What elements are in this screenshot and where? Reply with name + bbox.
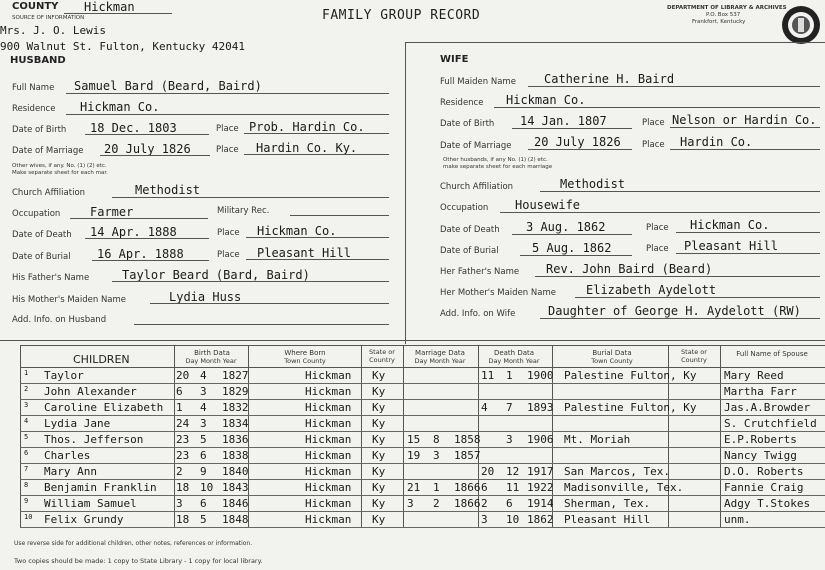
wife-occupation: Housewife xyxy=(515,198,581,212)
wife-mother-label: Her Mother's Maiden Name xyxy=(440,288,556,298)
cell-name: Benjamin Franklin xyxy=(44,481,157,494)
husband-residence-label: Residence xyxy=(12,104,56,114)
cell-dmonth: 6 xyxy=(506,497,513,510)
birth-data-header: Birth Data xyxy=(194,349,230,357)
husband-church: Methodist xyxy=(135,183,201,197)
cell-dday: 6 xyxy=(481,481,488,494)
cell-dmonth: 10 xyxy=(506,513,520,526)
wife-dob: 14 Jan. 1807 xyxy=(520,114,607,128)
cell-state: Ky xyxy=(372,385,386,398)
husband-dom: 20 July 1826 xyxy=(104,142,191,156)
cell-byear: 1838 xyxy=(222,449,249,462)
husband-burial-place-label: Place xyxy=(217,250,240,260)
cell-state: Ky xyxy=(372,513,386,526)
cell-num: 4 xyxy=(24,417,29,425)
cell-byear: 1843 xyxy=(222,481,249,494)
wife-dom: 20 July 1826 xyxy=(534,135,621,149)
husband-father-label: His Father's Name xyxy=(12,273,90,283)
cell-bmonth: 6 xyxy=(200,497,207,510)
wife-dom-label: Date of Marriage xyxy=(440,141,512,151)
cell-county: Hickman xyxy=(305,513,352,526)
cell-name: Taylor xyxy=(44,369,84,382)
cell-dday: 11 xyxy=(481,369,495,382)
husband-occupation: Farmer xyxy=(90,205,134,219)
cell-mmonth: 3 xyxy=(433,449,440,462)
cell-county: Hickman xyxy=(305,465,352,478)
cell-dmonth: 1 xyxy=(506,369,513,382)
wife-death-place: Hickman Co. xyxy=(690,218,770,232)
wife-burial-label: Date of Burial xyxy=(440,246,499,256)
husband-full-name: Samuel Bard (Beard, Baird) xyxy=(74,79,262,93)
wife-other-note-2: make separate sheet for each marriage xyxy=(443,164,553,170)
cell-num: 6 xyxy=(24,449,29,457)
husband-marriage-place: Hardin Co. Ky. xyxy=(256,141,358,155)
cell-county: Hickman xyxy=(305,385,352,398)
cell-byear: 1836 xyxy=(222,433,249,446)
cell-state: Ky xyxy=(372,449,386,462)
cell-name: John Alexander xyxy=(44,385,137,398)
cell-mday: 15 xyxy=(407,433,421,446)
cell-name: Lydia Jane xyxy=(44,417,111,430)
row-divider xyxy=(20,383,825,384)
wife-birth-place: Nelson or Hardin Co. xyxy=(672,113,817,127)
cell-dyear: 1893 xyxy=(527,401,554,414)
cell-dmonth: 3 xyxy=(506,433,513,446)
wife-residence-label: Residence xyxy=(440,98,484,108)
husband-full-name-label: Full Name xyxy=(12,83,55,93)
cell-byear: 1840 xyxy=(222,465,249,478)
husband-dod: 14 Apr. 1888 xyxy=(90,225,177,239)
cell-dday: 2 xyxy=(481,497,488,510)
source-line-1: Mrs. J. O. Lewis xyxy=(0,24,106,37)
cell-county: Hickman xyxy=(305,481,352,494)
cell-county: Hickman xyxy=(305,497,352,510)
cell-spouse: Martha Farr xyxy=(724,385,797,398)
marriage-data-subheader: Day Month Year xyxy=(414,357,466,365)
husband-burial-place: Pleasant Hill xyxy=(257,246,351,260)
husband-death-place-label: Place xyxy=(217,228,240,238)
husband-addinfo-label: Add. Info. on Husband xyxy=(12,315,107,325)
footer-copies: Two copies should be made: 1 copy to State Library - 1 copy for local library. xyxy=(14,557,263,565)
cell-bday: 23 xyxy=(176,449,190,462)
cell-byear: 1846 xyxy=(222,497,249,510)
wife-father: Rev. John Baird (Beard) xyxy=(546,262,713,276)
wife-church-label: Church Affiliation xyxy=(440,182,514,192)
cell-bmonth: 4 xyxy=(200,401,207,414)
cell-name: Caroline Elizabeth xyxy=(44,401,164,414)
cell-num: 5 xyxy=(24,433,29,441)
cell-burial: Palestine Fulton, Ky xyxy=(564,369,697,382)
husband-mother-label: His Mother's Maiden Name xyxy=(12,295,127,305)
cell-state: Ky xyxy=(372,417,386,430)
cell-myear: 1866 xyxy=(454,497,481,510)
cell-num: 2 xyxy=(24,385,29,393)
wife-father-label: Her Father's Name xyxy=(440,267,520,277)
county-value: Hickman xyxy=(84,0,135,14)
cell-state: Ky xyxy=(372,481,386,494)
cell-bmonth: 5 xyxy=(200,433,207,446)
cell-mday: 19 xyxy=(407,449,421,462)
cell-county: Hickman xyxy=(305,449,352,462)
cell-dday: 3 xyxy=(481,513,488,526)
cell-myear: 1866 xyxy=(454,481,481,494)
wife-occupation-label: Occupation xyxy=(440,203,489,213)
cell-bday: 18 xyxy=(176,481,190,494)
cell-byear: 1829 xyxy=(222,385,249,398)
cell-byear: 1834 xyxy=(222,417,249,430)
cell-spouse: Nancy Twigg xyxy=(724,449,797,462)
cell-mday: 3 xyxy=(407,497,414,510)
wife-birth-place-label: Place xyxy=(642,118,665,128)
wife-full-name-label: Full Maiden Name xyxy=(440,77,516,87)
husband-dob: 18 Dec. 1803 xyxy=(90,121,177,135)
row-divider xyxy=(20,447,825,448)
wife-death-place-label: Place xyxy=(646,223,669,233)
burial-data-subheader: Town County xyxy=(591,357,633,365)
cell-dmonth: 11 xyxy=(506,481,520,494)
husband-dom-label: Date of Marriage xyxy=(12,146,84,156)
cell-byear: 1848 xyxy=(222,513,249,526)
cell-num: 1 xyxy=(24,369,29,377)
cell-spouse: Adgy T.Stokes xyxy=(724,497,811,510)
cell-burial: Madisonville, Tex. xyxy=(564,481,684,494)
source-label: SOURCE OF INFORMATION xyxy=(12,15,85,21)
husband-mother: Lydia Huss xyxy=(169,290,242,304)
cell-mmonth: 2 xyxy=(433,497,440,510)
wife-addinfo-label: Add. Info. on Wife xyxy=(440,309,516,319)
cell-bmonth: 9 xyxy=(200,465,207,478)
husband-other-note-2: Make separate sheet for each mar. xyxy=(12,170,108,176)
husband-death-place: Hickman Co. xyxy=(257,224,337,238)
husband-dod-label: Date of Death xyxy=(12,230,72,240)
cell-dmonth: 7 xyxy=(506,401,513,414)
cell-spouse: unm. xyxy=(724,513,751,526)
wife-burial: 5 Aug. 1862 xyxy=(532,241,612,255)
cell-bday: 24 xyxy=(176,417,190,430)
husband-military-label: Military Rec. xyxy=(217,206,270,216)
wife-mother: Elizabeth Aydelott xyxy=(586,283,717,297)
husband-dob-label: Date of Birth xyxy=(12,125,67,135)
where-born-subheader: Town County xyxy=(284,357,326,365)
husband-burial: 16 Apr. 1888 xyxy=(97,247,184,261)
birth-data-subheader: Day Month Year xyxy=(185,357,237,365)
cell-bday: 1 xyxy=(176,401,183,414)
cell-num: 3 xyxy=(24,401,29,409)
cell-bday: 2 xyxy=(176,465,183,478)
row-divider xyxy=(20,495,825,496)
cell-dday: 20 xyxy=(481,465,495,478)
husband-marriage-place-label: Place xyxy=(216,145,239,155)
row-divider xyxy=(20,511,825,512)
burial-state-header: State or Country xyxy=(681,348,707,364)
cell-bday: 18 xyxy=(176,513,190,526)
cell-bmonth: 3 xyxy=(200,385,207,398)
cell-burial: San Marcos, Tex. xyxy=(564,465,670,478)
cell-county: Hickman xyxy=(305,433,352,446)
husband-burial-label: Date of Burial xyxy=(12,252,71,262)
cell-mmonth: 8 xyxy=(433,433,440,446)
row-divider xyxy=(20,399,825,400)
wife-marriage-place: Hardin Co. xyxy=(680,135,753,149)
row-divider xyxy=(20,527,825,528)
page-title: FAMILY GROUP RECORD xyxy=(322,8,481,23)
cell-num: 10 xyxy=(24,513,33,521)
dept-line-3: Frankfort, Kentucky xyxy=(692,19,746,25)
cell-state: Ky xyxy=(372,465,386,478)
wife-marriage-place-label: Place xyxy=(642,140,665,150)
burial-data-header: Burial Data xyxy=(592,349,632,357)
cell-bmonth: 5 xyxy=(200,513,207,526)
cell-burial: Pleasant Hill xyxy=(564,513,651,526)
children-header: CHILDREN xyxy=(73,353,130,366)
cell-bmonth: 10 xyxy=(200,481,214,494)
cell-state: Ky xyxy=(372,433,386,446)
wife-dob-label: Date of Birth xyxy=(440,119,495,129)
cell-name: Thos. Jefferson xyxy=(44,433,144,446)
footer-note: Use reverse side for additional children, other notes, references or information. xyxy=(14,540,253,547)
cell-mmonth: 1 xyxy=(433,481,440,494)
cell-mday: 21 xyxy=(407,481,421,494)
cell-bday: 23 xyxy=(176,433,190,446)
cell-myear: 1857 xyxy=(454,449,481,462)
cell-dyear: 1922 xyxy=(527,481,554,494)
cell-bmonth: 6 xyxy=(200,449,207,462)
cell-burial: Sherman, Tex. xyxy=(564,497,651,510)
wife-church: Methodist xyxy=(560,177,626,191)
row-divider xyxy=(20,415,825,416)
where-born-header: Where Born xyxy=(284,349,326,357)
husband-church-label: Church Affiliation xyxy=(12,188,86,198)
death-data-subheader: Day Month Year xyxy=(488,357,540,365)
cell-county: Hickman xyxy=(305,401,352,414)
cell-num: 8 xyxy=(24,481,29,489)
marriage-data-header: Marriage Data xyxy=(415,349,465,357)
cell-dday: 4 xyxy=(481,401,488,414)
cell-spouse: Fannie Craig xyxy=(724,481,804,494)
cell-name: Felix Grundy xyxy=(44,513,124,526)
county-label: COUNTY xyxy=(12,1,59,12)
cell-bmonth: 4 xyxy=(200,369,207,382)
cell-county: Hickman xyxy=(305,369,352,382)
cell-name: Mary Ann xyxy=(44,465,97,478)
husband-other-note-1: Other wives, if any. No. (1) (2) etc. xyxy=(12,163,107,169)
cell-bday: 20 xyxy=(176,369,190,382)
husband-birth-place-label: Place xyxy=(216,124,239,134)
cell-bday: 6 xyxy=(176,385,183,398)
row-divider xyxy=(20,463,825,464)
cell-county: Hickman xyxy=(305,417,352,430)
row-divider xyxy=(20,479,825,480)
cell-myear: 1858 xyxy=(454,433,481,446)
spouse-header: Full Name of Spouse xyxy=(736,350,808,358)
husband-occupation-label: Occupation xyxy=(12,209,61,219)
cell-spouse: Jas.A.Browder xyxy=(724,401,811,414)
cell-dyear: 1917 xyxy=(527,465,554,478)
dept-line-2: P.O. Box 537 xyxy=(706,12,741,18)
cell-burial: Mt. Moriah xyxy=(564,433,631,446)
wife-dod-label: Date of Death xyxy=(440,225,500,235)
cell-num: 7 xyxy=(24,465,29,473)
cell-burial: Palestine Fulton, Ky xyxy=(564,401,697,414)
wife-section-label: WIFE xyxy=(440,54,469,65)
cell-bday: 3 xyxy=(176,497,183,510)
cell-spouse: Mary Reed xyxy=(724,369,784,382)
cell-dmonth: 12 xyxy=(506,465,520,478)
husband-residence: Hickman Co. xyxy=(80,100,160,114)
wife-burial-place-label: Place xyxy=(646,244,669,254)
cell-state: Ky xyxy=(372,369,386,382)
cell-dyear: 1914 xyxy=(527,497,554,510)
death-data-header: Death Data xyxy=(493,349,535,357)
source-line-2: 900 Walnut St. Fulton, Kentucky 42041 xyxy=(0,40,246,53)
cell-dyear: 1906 xyxy=(527,433,554,446)
row-divider xyxy=(20,431,825,432)
wife-dod: 3 Aug. 1862 xyxy=(526,220,606,234)
wife-other-note-1: Other husbands, if any No. (1) (2) etc. xyxy=(443,157,548,163)
cell-spouse: D.O. Roberts xyxy=(724,465,804,478)
cell-byear: 1832 xyxy=(222,401,249,414)
wife-full-name: Catherine H. Baird xyxy=(544,72,675,86)
husband-father: Taylor Beard (Bard, Baird) xyxy=(122,268,310,282)
husband-section-label: HUSBAND xyxy=(10,55,66,66)
cell-state: Ky xyxy=(372,497,386,510)
cell-state: Ky xyxy=(372,401,386,414)
cell-dyear: 1862 xyxy=(527,513,554,526)
cell-dyear: 1900 xyxy=(527,369,554,382)
cell-name: Charles xyxy=(44,449,91,462)
kentucky-seal-icon xyxy=(781,5,821,45)
wife-burial-place: Pleasant Hill xyxy=(684,239,778,253)
cell-name: William Samuel xyxy=(44,497,137,510)
dept-line-1: DEPARTMENT OF LIBRARY & ARCHIVES xyxy=(667,5,787,11)
cell-num: 9 xyxy=(24,497,29,505)
cell-byear: 1827 xyxy=(222,369,249,382)
wife-addinfo: Daughter of George H. Aydelott (RW) xyxy=(548,304,801,318)
husband-birth-place: Prob. Hardin Co. xyxy=(249,120,365,134)
cell-spouse: E.P.Roberts xyxy=(724,433,797,446)
state-header: State or Country xyxy=(369,348,395,364)
wife-residence: Hickman Co. xyxy=(506,93,586,107)
cell-bmonth: 3 xyxy=(200,417,207,430)
cell-spouse: S. Crutchfield xyxy=(724,417,817,430)
